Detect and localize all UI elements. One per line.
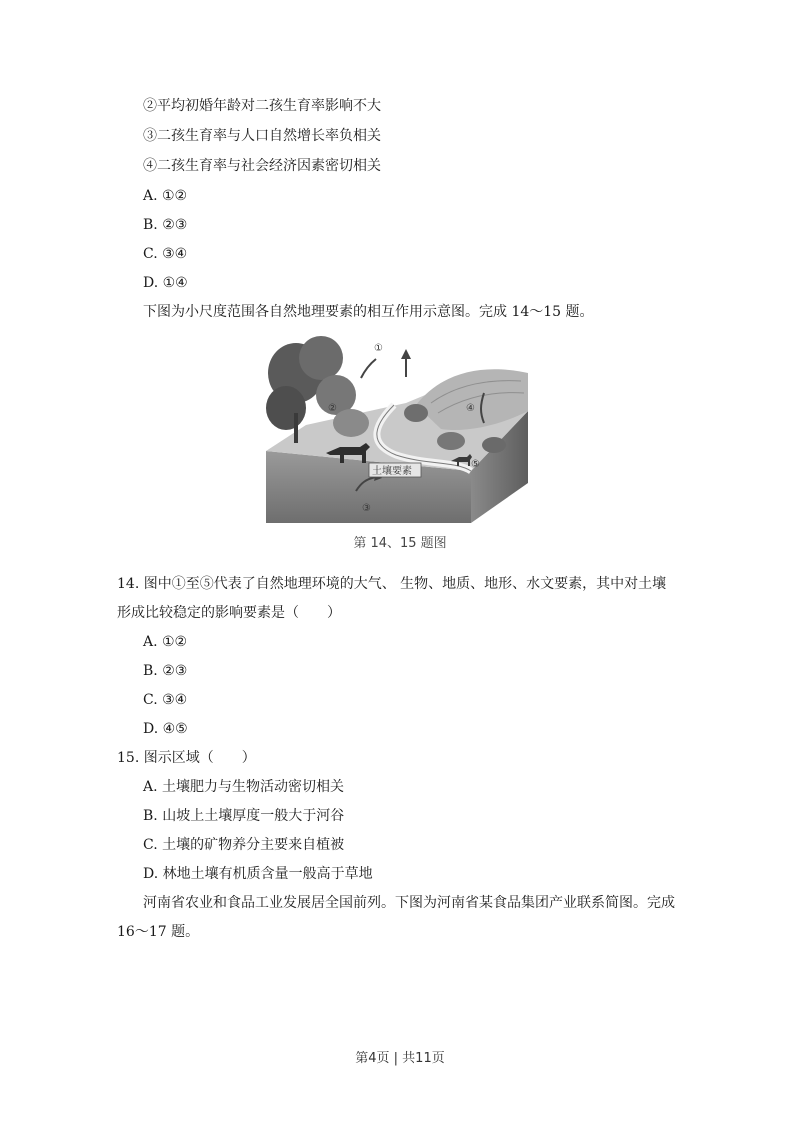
figure-caption: 第 14、15 题图 — [353, 536, 447, 551]
q14-stem-line1: 14. 图中①至⑤代表了自然地理环境的大气、 生物、地质、地形、水文要素，其中对土壤 — [117, 576, 667, 592]
q15-option-b: B. 山坡上土壤厚度一般大于河谷 — [143, 808, 345, 824]
q13-option-c: C. ③④ — [143, 246, 188, 262]
marker-4: ④ — [466, 403, 475, 414]
q15-option-a: A. 土壤肥力与生物活动密切相关 — [143, 779, 345, 795]
soil-element-label: 土壤要素 — [372, 466, 412, 477]
marker-3: ③ — [362, 503, 371, 514]
q15-stem: 15. 图示区域（ ） — [117, 750, 256, 766]
geography-block-diagram — [266, 333, 534, 523]
q13-option-d: D. ①④ — [143, 275, 188, 291]
q13-option-b: B. ②③ — [143, 217, 188, 233]
up-arrow-icon — [401, 349, 411, 359]
intro-14-15: 下图为小尺度范围各自然地理要素的相互作用示意图。完成 14～15 题。 — [143, 304, 594, 320]
q13-option-a: A. ①② — [143, 188, 188, 204]
marker-2: ② — [328, 403, 337, 414]
q14-option-d: D. ④⑤ — [143, 721, 188, 737]
statement-3: ③二孩生育率与人口自然增长率负相关 — [143, 128, 381, 144]
q14-option-b: B. ②③ — [143, 663, 188, 679]
q14-stem-line2: 形成比较稳定的影响要素是（ ） — [117, 605, 341, 621]
page-footer: 第4页 | 共11页 — [355, 1051, 445, 1066]
statement-4: ④二孩生育率与社会经济因素密切相关 — [143, 158, 381, 174]
intro-16-17-line1: 河南省农业和食品工业发展居全国前列。下图为河南省某食品集团产业联系简图。完成 — [143, 895, 675, 911]
q14-option-a: A. ①② — [143, 634, 188, 650]
q14-option-c: C. ③④ — [143, 692, 188, 708]
q15-option-d: D. 林地土壤有机质含量一般高于草地 — [143, 866, 373, 882]
marker-5: ⑤ — [471, 459, 480, 470]
q15-option-c: C. 土壤的矿物养分主要来自植被 — [143, 837, 345, 853]
marker-1: ① — [374, 343, 383, 354]
intro-16-17-line2: 16～17 题。 — [117, 924, 200, 940]
statement-2: ②平均初婚年龄对二孩生育率影响不大 — [143, 98, 381, 114]
